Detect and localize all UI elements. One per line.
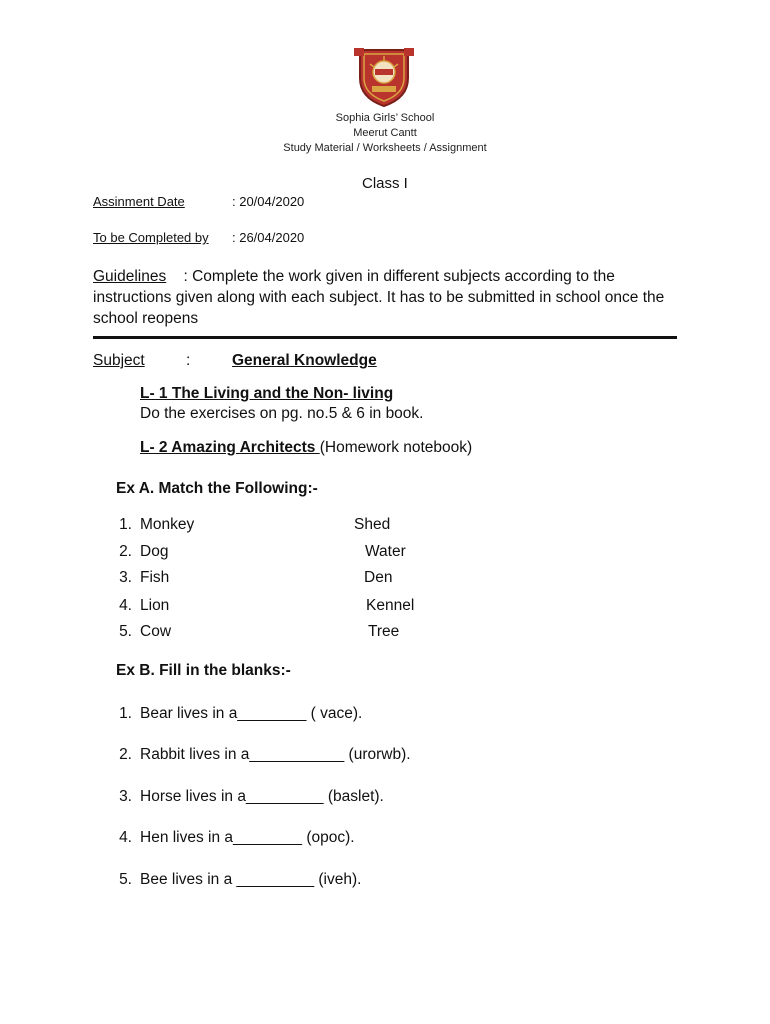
- guidelines-label: Guidelines: [93, 268, 167, 285]
- class-label: Class I: [362, 175, 408, 192]
- fill-blank-text: Bear lives in a________ ( vace).: [140, 705, 363, 722]
- lesson-2-line: [140, 439, 472, 457]
- guidelines-paragraph: [93, 266, 683, 329]
- match-right-item: Kennel: [366, 597, 415, 614]
- match-number: 4.: [119, 597, 132, 614]
- completion-date-label: To be Completed by: [93, 230, 209, 245]
- exercise-b-title: Ex B. Fill in the blanks:-: [116, 662, 291, 679]
- lesson-1-instruction: Do the exercises on pg. no.5 & 6 in book.: [140, 405, 424, 422]
- subject-label: Subject: [93, 352, 145, 369]
- match-right-item: Shed: [354, 516, 391, 533]
- match-left-item: Cow: [140, 623, 172, 640]
- fill-blank-number: 2.: [119, 746, 132, 763]
- match-number: 3.: [119, 569, 132, 586]
- match-left-item: Monkey: [140, 516, 195, 533]
- match-number: 5.: [119, 623, 132, 640]
- subject-colon: :: [186, 352, 191, 369]
- fill-blank-text: Bee lives in a _________ (iveh).: [140, 871, 362, 888]
- match-number: 1.: [119, 516, 132, 533]
- lesson-2-note: (Homework notebook): [319, 439, 473, 456]
- guidelines-text: : Complete the work given in different subjects according to the instructions given along with each subject. It has to be submitted in school once the school reopens: [93, 268, 669, 327]
- completion-date-value: : 26/04/2020: [232, 230, 305, 245]
- fill-blank-number: 3.: [119, 788, 132, 805]
- assignment-date-label: Assinment Date: [93, 194, 185, 209]
- assignment-date-value: : 20/04/2020: [232, 194, 305, 209]
- school-name: Sophia Girls’ School: [335, 112, 435, 124]
- fill-blank-number: 1.: [119, 705, 132, 722]
- school-location: Meerut Cantt: [353, 127, 417, 139]
- lesson-2-title: L- 2 Amazing Architects: [140, 439, 320, 456]
- section-divider: [93, 336, 677, 339]
- fill-blank-text: Horse lives in a_________ (baslet).: [140, 788, 384, 805]
- school-crest-logo: [350, 42, 418, 110]
- match-right-item: Water: [365, 543, 406, 560]
- subject-name: General Knowledge: [232, 352, 377, 369]
- match-number: 2.: [119, 543, 132, 560]
- lesson-1-title: L- 1 The Living and the Non- living: [140, 385, 394, 402]
- match-left-item: Lion: [140, 597, 170, 614]
- match-right-item: Tree: [368, 623, 400, 640]
- fill-blank-number: 5.: [119, 871, 132, 888]
- match-right-item: Den: [364, 569, 393, 586]
- exercise-a-title: Ex A. Match the Following:-: [116, 480, 318, 497]
- fill-blank-text: Hen lives in a________ (opoc).: [140, 829, 355, 846]
- document-subtitle: Study Material / Worksheets / Assignment: [283, 142, 487, 154]
- fill-blank-number: 4.: [119, 829, 132, 846]
- match-left-item: Dog: [140, 543, 169, 560]
- fill-blank-text: Rabbit lives in a___________ (urorwb).: [140, 746, 411, 763]
- match-left-item: Fish: [140, 569, 170, 586]
